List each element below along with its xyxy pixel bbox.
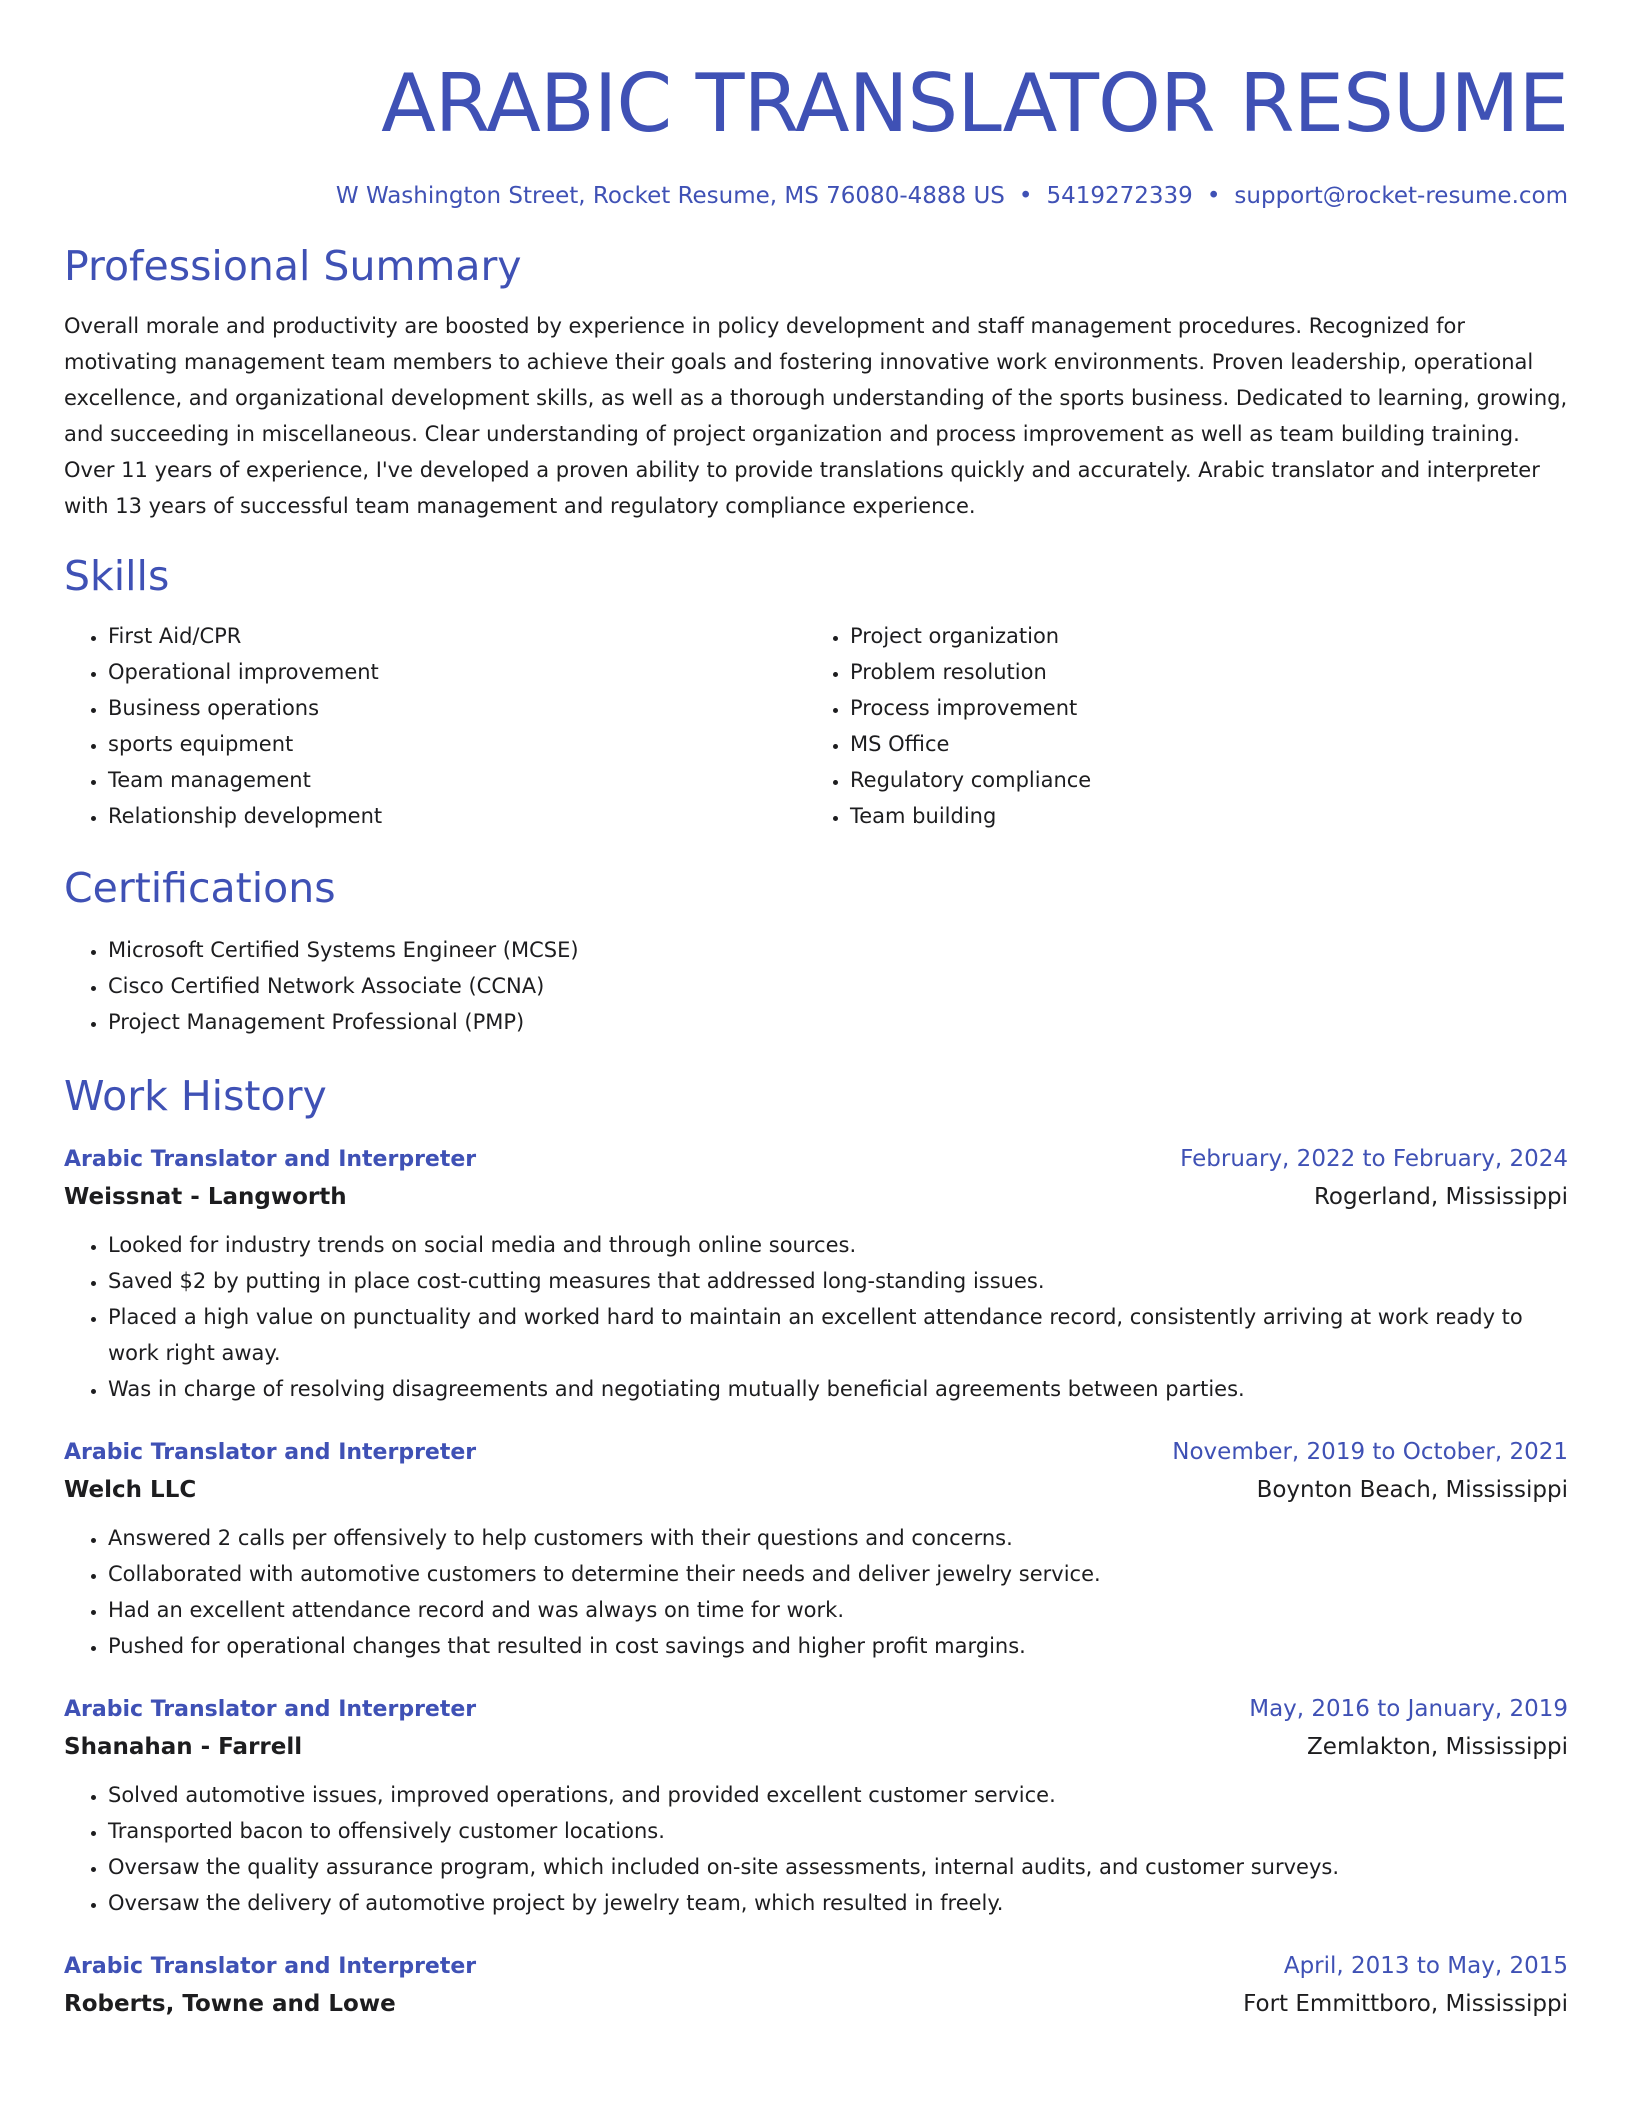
certification-item: • Cisco Certified Network Associate (CCNA): [108, 968, 1568, 1004]
skill-item: • sports equipment: [108, 726, 806, 762]
skills-column-right: [806, 618, 1548, 834]
skill-item: • Team management: [108, 762, 806, 798]
resume-title: ARABIC TRANSLATOR RESUME: [381, 57, 1568, 150]
job-entry: [64, 1949, 1568, 2024]
job-bullet: • Looked for industry trends on social media and through online sources.: [108, 1227, 1568, 1263]
skill-item: • Problem resolution: [850, 654, 1548, 690]
job-title: Arabic Translator and Interpreter: [64, 1697, 477, 1722]
job-bullet: • Pushed for operational changes that resulted in cost savings and higher profit margins.: [108, 1628, 1568, 1664]
summary-heading: Professional Summary: [64, 242, 522, 290]
skill-item: • Operational improvement: [108, 654, 806, 690]
skill-item: • MS Office: [850, 726, 1548, 762]
contact-email[interactable]: support@rocket-resume.com: [1234, 183, 1568, 209]
contact-address: W Washington Street, Rocket Resume, MS 76080-4888 US: [335, 183, 1005, 209]
job-location: Boynton Beach, Mississippi: [1256, 1477, 1568, 1503]
job-location: Fort Emmittboro, Mississippi: [1243, 1991, 1568, 2017]
skill-item: • First Aid/CPR: [108, 618, 806, 654]
certification-item: • Microsoft Certified Systems Engineer (MCSE): [108, 932, 1568, 968]
job-bullets: [64, 1777, 1568, 1921]
job-company: Welch LLC: [64, 1477, 197, 1503]
job-bullet: • Oversaw the delivery of automotive project by jewelry team, which resulted in freely.: [108, 1885, 1568, 1921]
skills-heading: Skills: [64, 552, 170, 600]
job-company: Roberts, Towne and Lowe: [64, 1991, 396, 2017]
job-title: Arabic Translator and Interpreter: [64, 1954, 477, 1979]
skill-item: • Regulatory compliance: [850, 762, 1548, 798]
job-location: Rogerland, Mississippi: [1313, 1184, 1568, 1210]
certification-item: • Project Management Professional (PMP): [108, 1004, 1568, 1040]
contact-separator: •: [1206, 183, 1221, 209]
job-entry: [64, 1435, 1568, 1664]
skills-list: [64, 618, 1568, 834]
job-bullets: [64, 1227, 1568, 1407]
skill-item: • Business operations: [108, 690, 806, 726]
job-dates: May, 2016 to January, 2019: [1249, 1696, 1568, 1722]
certifications-list: [64, 932, 1568, 1040]
job-bullet: • Transported bacon to offensively customer locations.: [108, 1813, 1568, 1849]
job-bullets: [64, 1520, 1568, 1664]
job-bullet: • Placed a high value on punctuality and worked hard to maintain an excellent attendance record, consistently arriving at work ready to work right away.: [108, 1299, 1568, 1371]
job-location: Zemlakton, Mississippi: [1307, 1734, 1568, 1760]
contact-line: [64, 180, 1568, 212]
resume-page: [64, 0, 1568, 2024]
job-company: Shanahan - Farrell: [64, 1734, 303, 1760]
job-dates: February, 2022 to February, 2024: [1180, 1146, 1568, 1172]
skill-item: • Process improvement: [850, 690, 1548, 726]
job-entry: [64, 1142, 1568, 1407]
contact-phone: 5419272339: [1046, 183, 1193, 209]
skill-item: • Team building: [850, 798, 1548, 834]
job-title: Arabic Translator and Interpreter: [64, 1440, 477, 1465]
job-entry: [64, 1692, 1568, 1921]
job-bullet: • Answered 2 calls per offensively to help customers with their questions and concerns.: [108, 1520, 1568, 1556]
job-bullet: • Saved $2 by putting in place cost-cutting measures that addressed long-standing issues.: [108, 1263, 1568, 1299]
job-dates: April, 2013 to May, 2015: [1283, 1953, 1568, 1979]
certifications-heading: Certifications: [64, 864, 336, 912]
work-history-heading: Work History: [64, 1072, 327, 1120]
job-bullet: • Was in charge of resolving disagreements and negotiating mutually beneficial agreements between parties.: [108, 1371, 1568, 1407]
job-bullet: • Collaborated with automotive customers to determine their needs and deliver jewelry service.: [108, 1556, 1568, 1592]
job-bullet: • Had an excellent attendance record and was always on time for work.: [108, 1592, 1568, 1628]
contact-separator: •: [1018, 183, 1033, 209]
skill-item: • Relationship development: [108, 798, 806, 834]
skill-item: • Project organization: [850, 618, 1548, 654]
job-dates: November, 2019 to October, 2021: [1172, 1439, 1568, 1465]
job-title: Arabic Translator and Interpreter: [64, 1147, 477, 1172]
job-bullet: • Oversaw the quality assurance program, which included on-site assessments, internal audits, and customer surveys.: [108, 1849, 1568, 1885]
skills-column-left: [64, 618, 806, 834]
job-bullet: • Solved automotive issues, improved operations, and provided excellent customer service.: [108, 1777, 1568, 1813]
summary-text: Overall morale and productivity are boosted by experience in policy development and staff management procedures. Recognized for motivating management team members to achieve their goals and fostering innovative work environments. Proven leadership, operational excellence, and organizational development skills, as well as a thorough understanding of the sports business. Dedicated to learning, growing, and succeeding in miscellaneous. Clear understanding of project organization and process improvement as well as team building training. Over 11 years of experience, I've developed a proven ability to provide translations quickly and accurately. Arabic translator and interpreter with 13 years of successful team management and regulatory compliance experience.: [64, 314, 1568, 518]
job-company: Weissnat - Langworth: [64, 1184, 347, 1210]
